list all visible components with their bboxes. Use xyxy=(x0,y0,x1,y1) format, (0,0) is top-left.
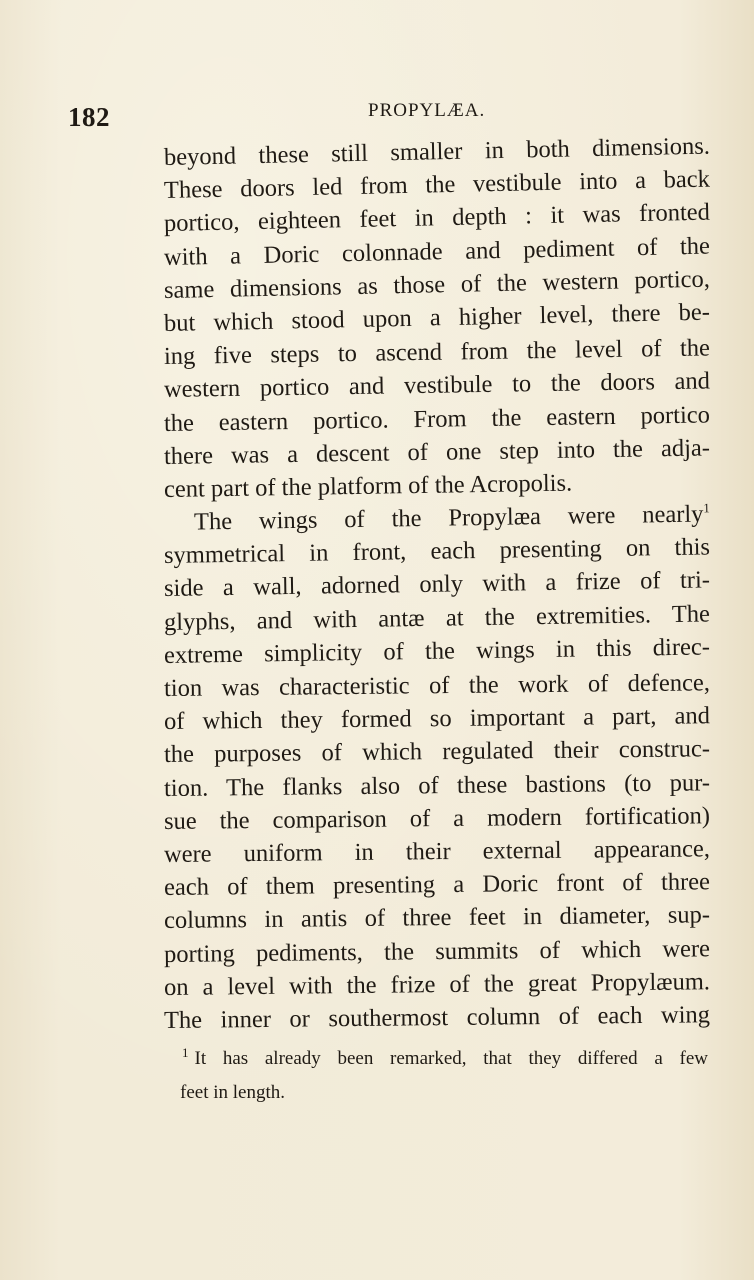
footnote xyxy=(170,1042,708,1110)
footnote-line xyxy=(170,1042,708,1076)
text-line: extreme simplicity of the wings in this direc- xyxy=(163,633,711,669)
text-line: each of them presenting a Doric front of three xyxy=(163,868,711,902)
page-number: 182 xyxy=(68,102,110,132)
text-line: same dimensions as those of the western portico, xyxy=(163,265,711,304)
text-line: glyphs, and with antæ at the extremities. The xyxy=(163,600,711,636)
footnote-text: It has already been remarked, that they differed a few xyxy=(194,1048,708,1069)
running-title: PROPYLÆA. xyxy=(368,100,486,121)
body-text xyxy=(163,132,711,1037)
text-line: symmetrical in front, each presenting on this xyxy=(163,533,711,570)
text-line: the eastern portico. From the eastern portico xyxy=(163,400,711,437)
text-line-content: The wings of the Propylæa were nearly xyxy=(193,500,704,536)
text-line: western portico and vestibule to the doors and xyxy=(163,367,711,404)
text-line: of which they formed so important a part, and xyxy=(163,702,711,736)
text-line: side a wall, adorned only with a frize of tri- xyxy=(163,566,711,603)
text-line: columns in antis of three feet in diameter, sup- xyxy=(163,901,711,935)
text-line: The inner or southermost column of each wing xyxy=(163,1001,711,1034)
footnote-line: feet in length. xyxy=(180,1082,285,1103)
text-line: sue the comparison of a modern fortification) xyxy=(163,802,711,835)
footnote-marker: 1 xyxy=(182,1044,189,1060)
text-line: there was a descent of one step into the adja- xyxy=(163,434,711,470)
text-line: These doors led from the vestibule into a back xyxy=(163,165,711,205)
text-line: ing five steps to ascend from the level of the xyxy=(163,334,711,371)
text-line: tion. The flanks also of these bastions (to pur- xyxy=(163,768,711,802)
text-line: cent part of the platform of the Acropolis. xyxy=(163,469,573,503)
text-line: porting pediments, the summits of which were xyxy=(163,934,711,968)
footnote-reference: 1 xyxy=(703,500,710,516)
text-line: portico, eighteen feet in depth : it was fronted xyxy=(163,198,711,238)
text-line: on a level with the frize of the great Propylæum. xyxy=(163,967,711,1001)
text-line: with a Doric colonnade and pediment of the xyxy=(163,232,711,271)
text-line: but which stood upon a higher level, there be- xyxy=(163,298,711,337)
text-line: were uniform in their external appearance, xyxy=(163,835,711,868)
text-line: tion was characteristic of the work of defence, xyxy=(163,669,711,702)
text-line: the purposes of which regulated their construc- xyxy=(163,735,711,769)
text-line: beyond these still smaller in both dimensions. xyxy=(163,132,711,171)
